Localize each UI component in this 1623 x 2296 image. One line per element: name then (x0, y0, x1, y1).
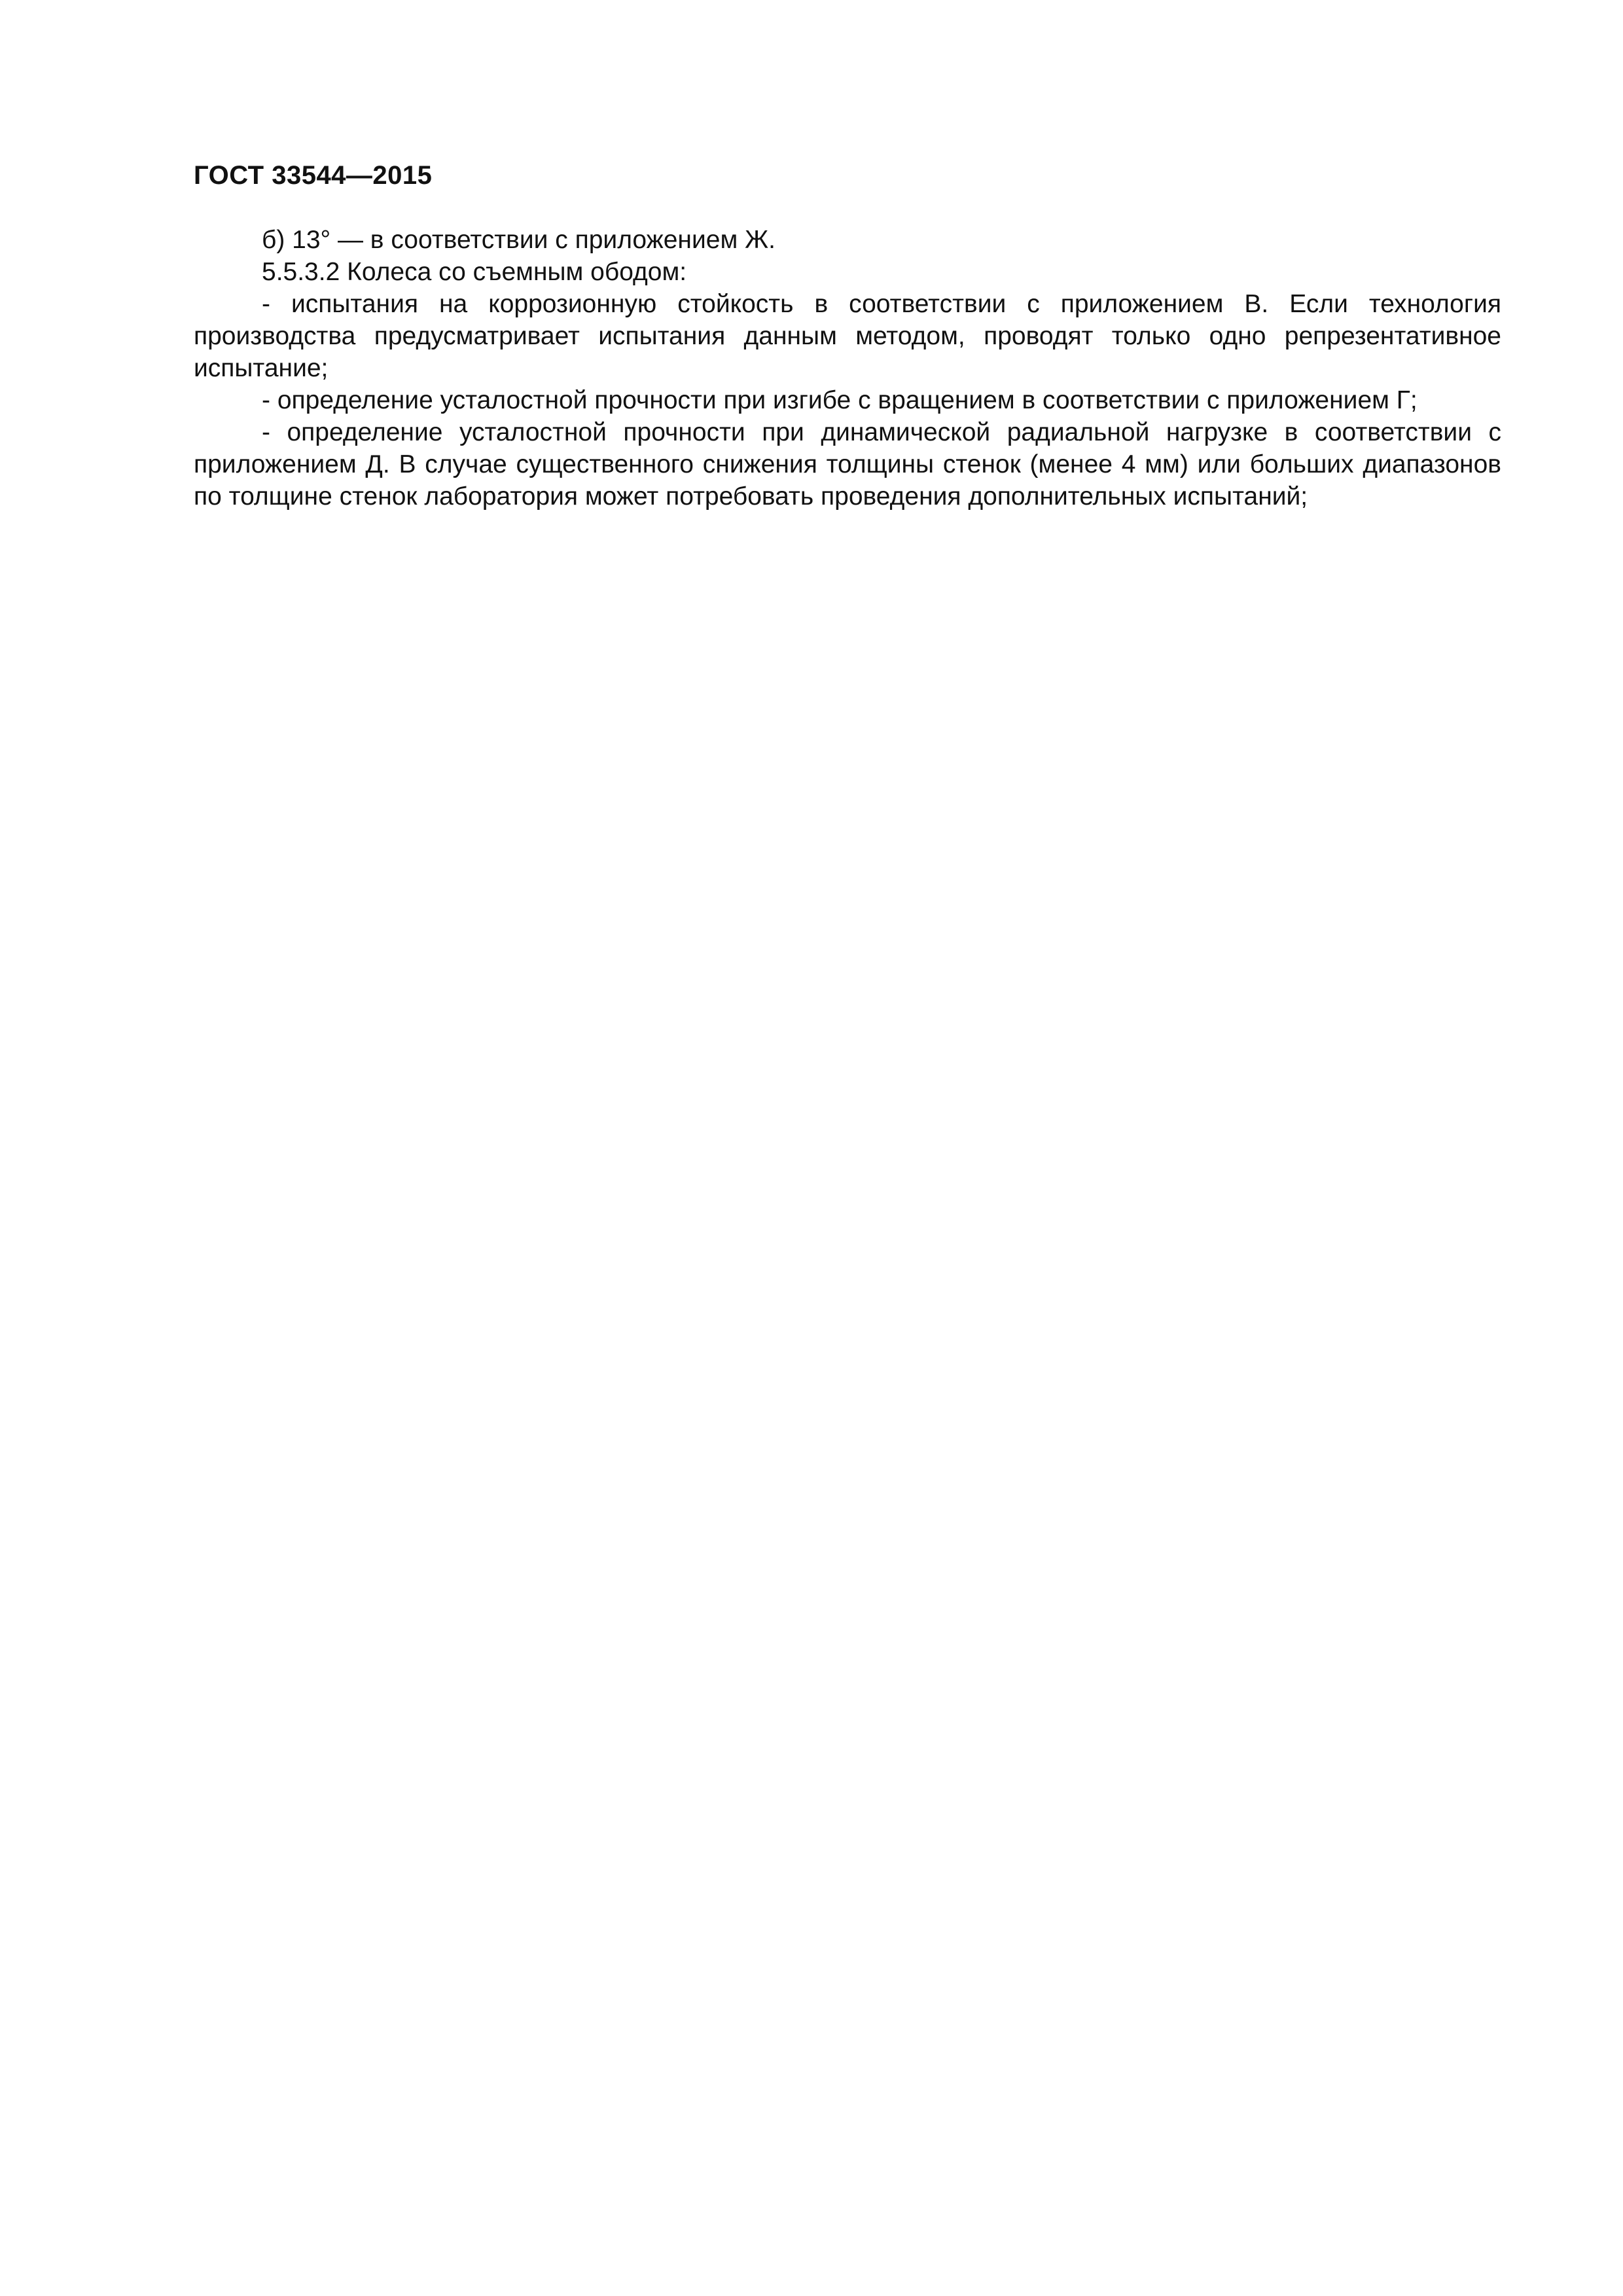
list-item: - определение усталостной прочности при изгибе с вращением в соответствии с приложением Г; (262, 386, 1418, 414)
body-text (194, 224, 1501, 512)
clause-heading: 5.5.3.2 Колеса со съемным ободом: (262, 258, 687, 286)
list-item: б) 13° — в соответствии с приложением Ж. (262, 226, 776, 254)
list-item: - испытания на коррозионную стойкость в соответствии с приложением В. Если технология производства предусматривает испытания данным методом, проводят только одно репрезентативное испытание; (194, 290, 1501, 382)
page-header-doc-id: ГОСТ 33544—2015 (194, 161, 433, 190)
list-item: - определение усталостной прочности при динамической радиальной нагрузке в соответствии с приложением Д. В случае существенного снижения толщины стенок (менее 4 мм) или больших диапазонов по толщине стенок лаборатория может потребовать проведения дополнительных испытаний; (194, 418, 1501, 511)
